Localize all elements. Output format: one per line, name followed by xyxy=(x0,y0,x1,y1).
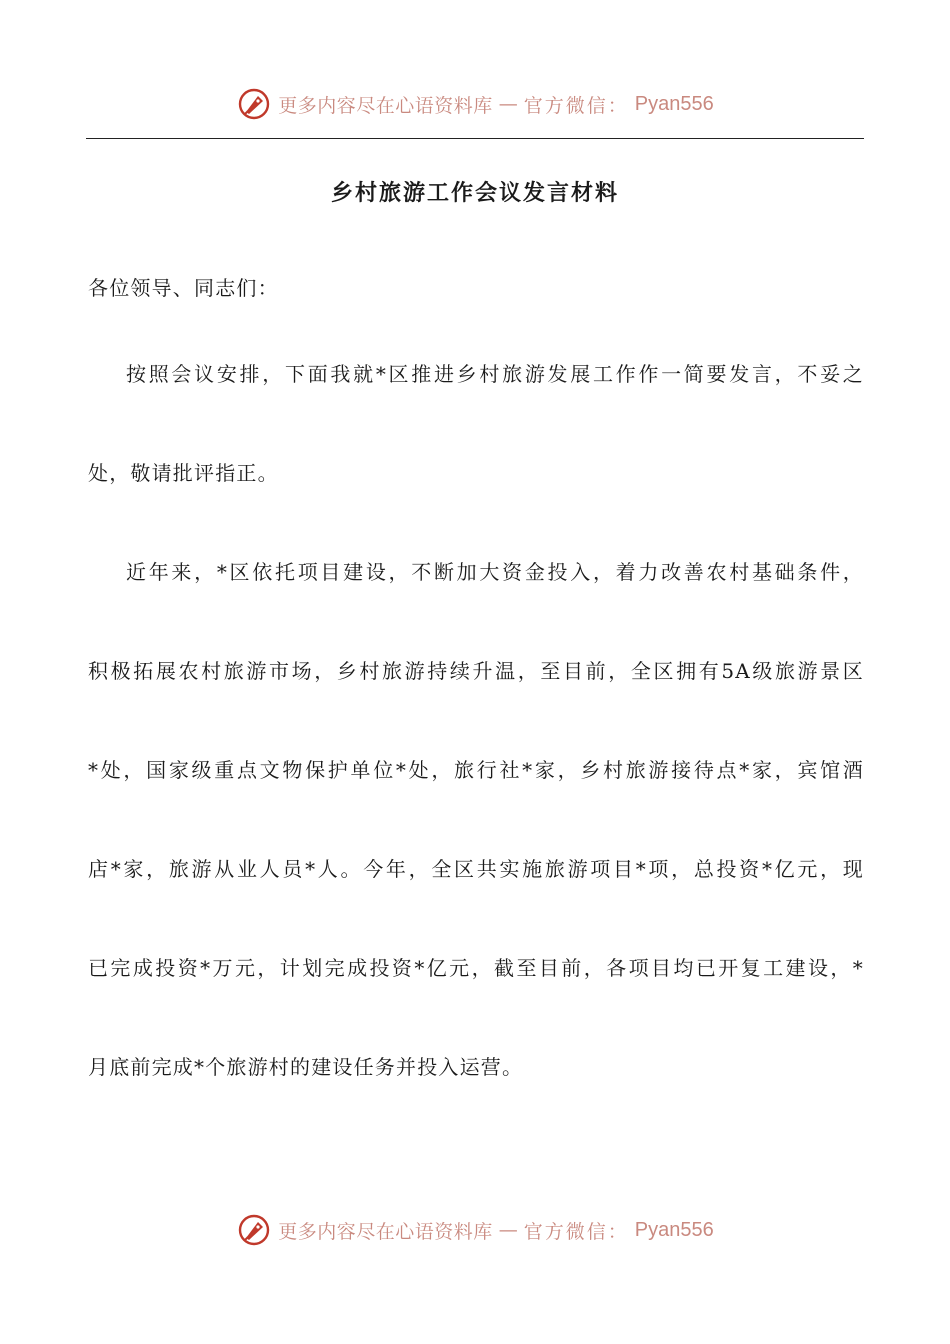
body-line: 月底前完成*个旅游村的建设任务并投入运营。 xyxy=(88,1055,524,1079)
header-official-label: 官方微信： xyxy=(523,94,629,117)
body-line: 按照会议安排，下面我就*区推进乡村旅游发展工作作一简要发言，不妥之 xyxy=(126,362,864,386)
body-line: 近年来，*区依托项目建设，不断加大资金投入，着力改善农村基础条件， xyxy=(126,560,864,584)
body-line: 处，敬请批评指正。 xyxy=(88,461,279,485)
header-dash: — xyxy=(498,93,518,115)
pen-nib-logo-icon xyxy=(236,1212,272,1248)
header-brand-text: 更多内容尽在心语资料库 xyxy=(278,94,493,117)
document-body xyxy=(88,268,864,1146)
footer-brand-text: 更多内容尽在心语资料库 xyxy=(278,1220,493,1243)
body-line: *处，国家级重点文物保护单位*处，旅行社*家，乡村旅游接待点*家，宾馆酒 xyxy=(88,758,864,782)
header-banner xyxy=(0,84,950,124)
footer-dash: — xyxy=(498,1219,518,1241)
footer-official-label: 官方微信： xyxy=(523,1220,629,1243)
pen-nib-logo-icon xyxy=(236,86,272,122)
header-wechat-id: Pyan556 xyxy=(634,92,714,115)
footer-banner xyxy=(0,1210,950,1250)
body-line: 积极拓展农村旅游市场，乡村旅游持续升温，至目前，全区拥有5A级旅游景区 xyxy=(88,659,864,683)
body-line: 已完成投资*万元，计划完成投资*亿元，截至目前，各项目均已开复工建设，* xyxy=(88,956,864,980)
footer-wechat-id: Pyan556 xyxy=(634,1218,714,1241)
document-title: 乡村旅游工作会议发言材料 xyxy=(330,181,619,206)
body-line: 店*家，旅游从业人员*人。今年，全区共实施旅游项目*项，总投资*亿元，现 xyxy=(88,857,864,881)
header-divider xyxy=(86,138,864,139)
salutation: 各位领导、同志们： xyxy=(88,276,279,300)
